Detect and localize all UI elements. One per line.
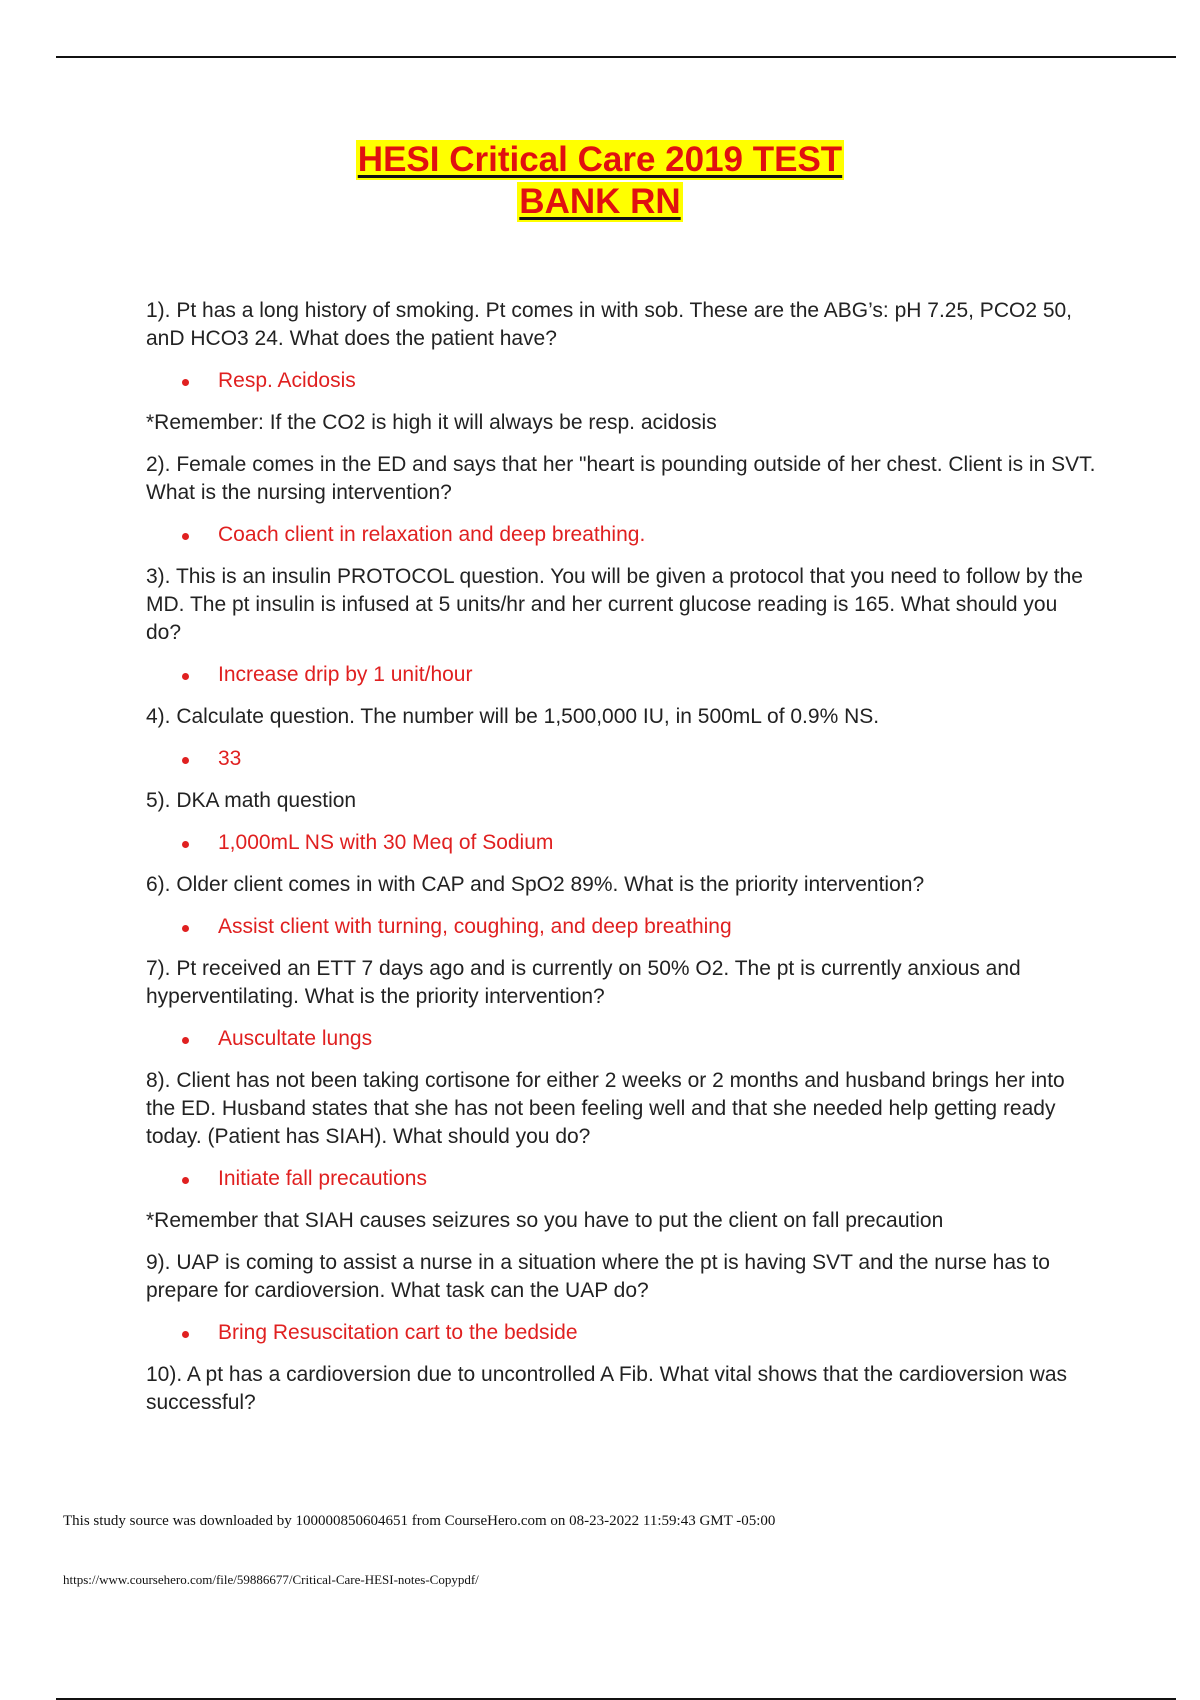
bullet-icon	[182, 1037, 189, 1044]
question-5: 5). DKA math question	[146, 789, 357, 812]
bullet-icon	[182, 673, 189, 680]
title-line-2: BANK RN	[519, 182, 681, 221]
answer-2	[146, 521, 1096, 549]
answer-3	[146, 661, 1096, 689]
bullet-icon	[182, 1177, 189, 1184]
answer-7	[146, 1025, 1096, 1053]
question-2: 2). Female comes in the ED and says that her "heart is pounding outside of her chest. Client is in SVT. What is the nursing intervention?	[146, 453, 1096, 504]
answer-4	[146, 745, 1096, 773]
answer-text: Resp. Acidosis	[218, 369, 356, 392]
answer-text: Assist client with turning, coughing, and deep breathing	[218, 915, 732, 938]
page-title	[0, 140, 1200, 222]
question-7: 7). Pt received an ETT 7 days ago and is currently on 50% O2. The pt is currently anxious and hyperventilating. What is the priority intervention?	[146, 957, 1021, 1008]
answer-text: 1,000mL NS with 30 Meq of Sodium	[218, 831, 554, 854]
source-url[interactable]: https://www.coursehero.com/file/59886677/Critical-Care-HESI-notes-Copypdf/	[63, 1572, 479, 1587]
bullet-icon	[182, 841, 189, 848]
answer-text: Bring Resuscitation cart to the bedside	[218, 1321, 578, 1344]
answer-text: Increase drip by 1 unit/hour	[218, 663, 473, 686]
question-10: 10). A pt has a cardioversion due to uncontrolled A Fib. What vital shows that the cardioversion was successful?	[146, 1363, 1068, 1414]
download-source-note: This study source was downloaded by 100000850604651 from CourseHero.com on 08-23-2022 11:59:43 GMT -05:00	[63, 1513, 776, 1529]
question-4: 4). Calculate question. The number will be 1,500,000 IU, in 500mL of 0.9% NS.	[146, 705, 880, 728]
answer-text: Auscultate lungs	[218, 1027, 373, 1050]
answer-text: Initiate fall precautions	[218, 1167, 427, 1190]
answer-text: 33	[218, 747, 242, 770]
bullet-icon	[182, 379, 189, 386]
answer-9	[146, 1319, 1096, 1347]
bullet-icon	[182, 1331, 189, 1338]
question-3: 3). This is an insulin PROTOCOL question. You will be given a protocol that you need to follow by the MD. The pt insulin is infused at 5 units/hr and her current glucose reading is 165. What should you do?	[146, 565, 1083, 644]
top-rule	[56, 56, 1176, 58]
question-9: 9). UAP is coming to assist a nurse in a situation where the pt is having SVT and the nurse has to prepare for cardioversion. What task can the UAP do?	[146, 1251, 1050, 1302]
answer-text: Coach client in relaxation and deep breathing.	[218, 523, 646, 546]
title-line-1: HESI Critical Care 2019 TEST	[357, 140, 843, 179]
answer-8	[146, 1165, 1096, 1193]
question-6: 6). Older client comes in with CAP and SpO2 89%. What is the priority intervention?	[146, 873, 925, 896]
question-8: 8). Client has not been taking cortisone for either 2 weeks or 2 months and husband brings her into the ED. Husband states that she has not been feeling well and that she needed help getting ready today. (Patient has SIAH). What should you do?	[146, 1069, 1065, 1148]
question-list	[146, 297, 1096, 1431]
answer-6	[146, 913, 1096, 941]
question-1: 1). Pt has a long history of smoking. Pt comes in with sob. These are the ABG’s: pH 7.25, PCO2 50, anD HCO3 24. What does the patient have?	[146, 299, 1073, 350]
answer-1	[146, 367, 1096, 395]
answer-5	[146, 829, 1096, 857]
bullet-icon	[182, 757, 189, 764]
note-1: *Remember: If the CO2 is high it will always be resp. acidosis	[146, 411, 717, 434]
note-8: *Remember that SIAH causes seizures so you have to put the client on fall precaution	[146, 1209, 944, 1232]
bullet-icon	[182, 533, 189, 540]
bullet-icon	[182, 925, 189, 932]
